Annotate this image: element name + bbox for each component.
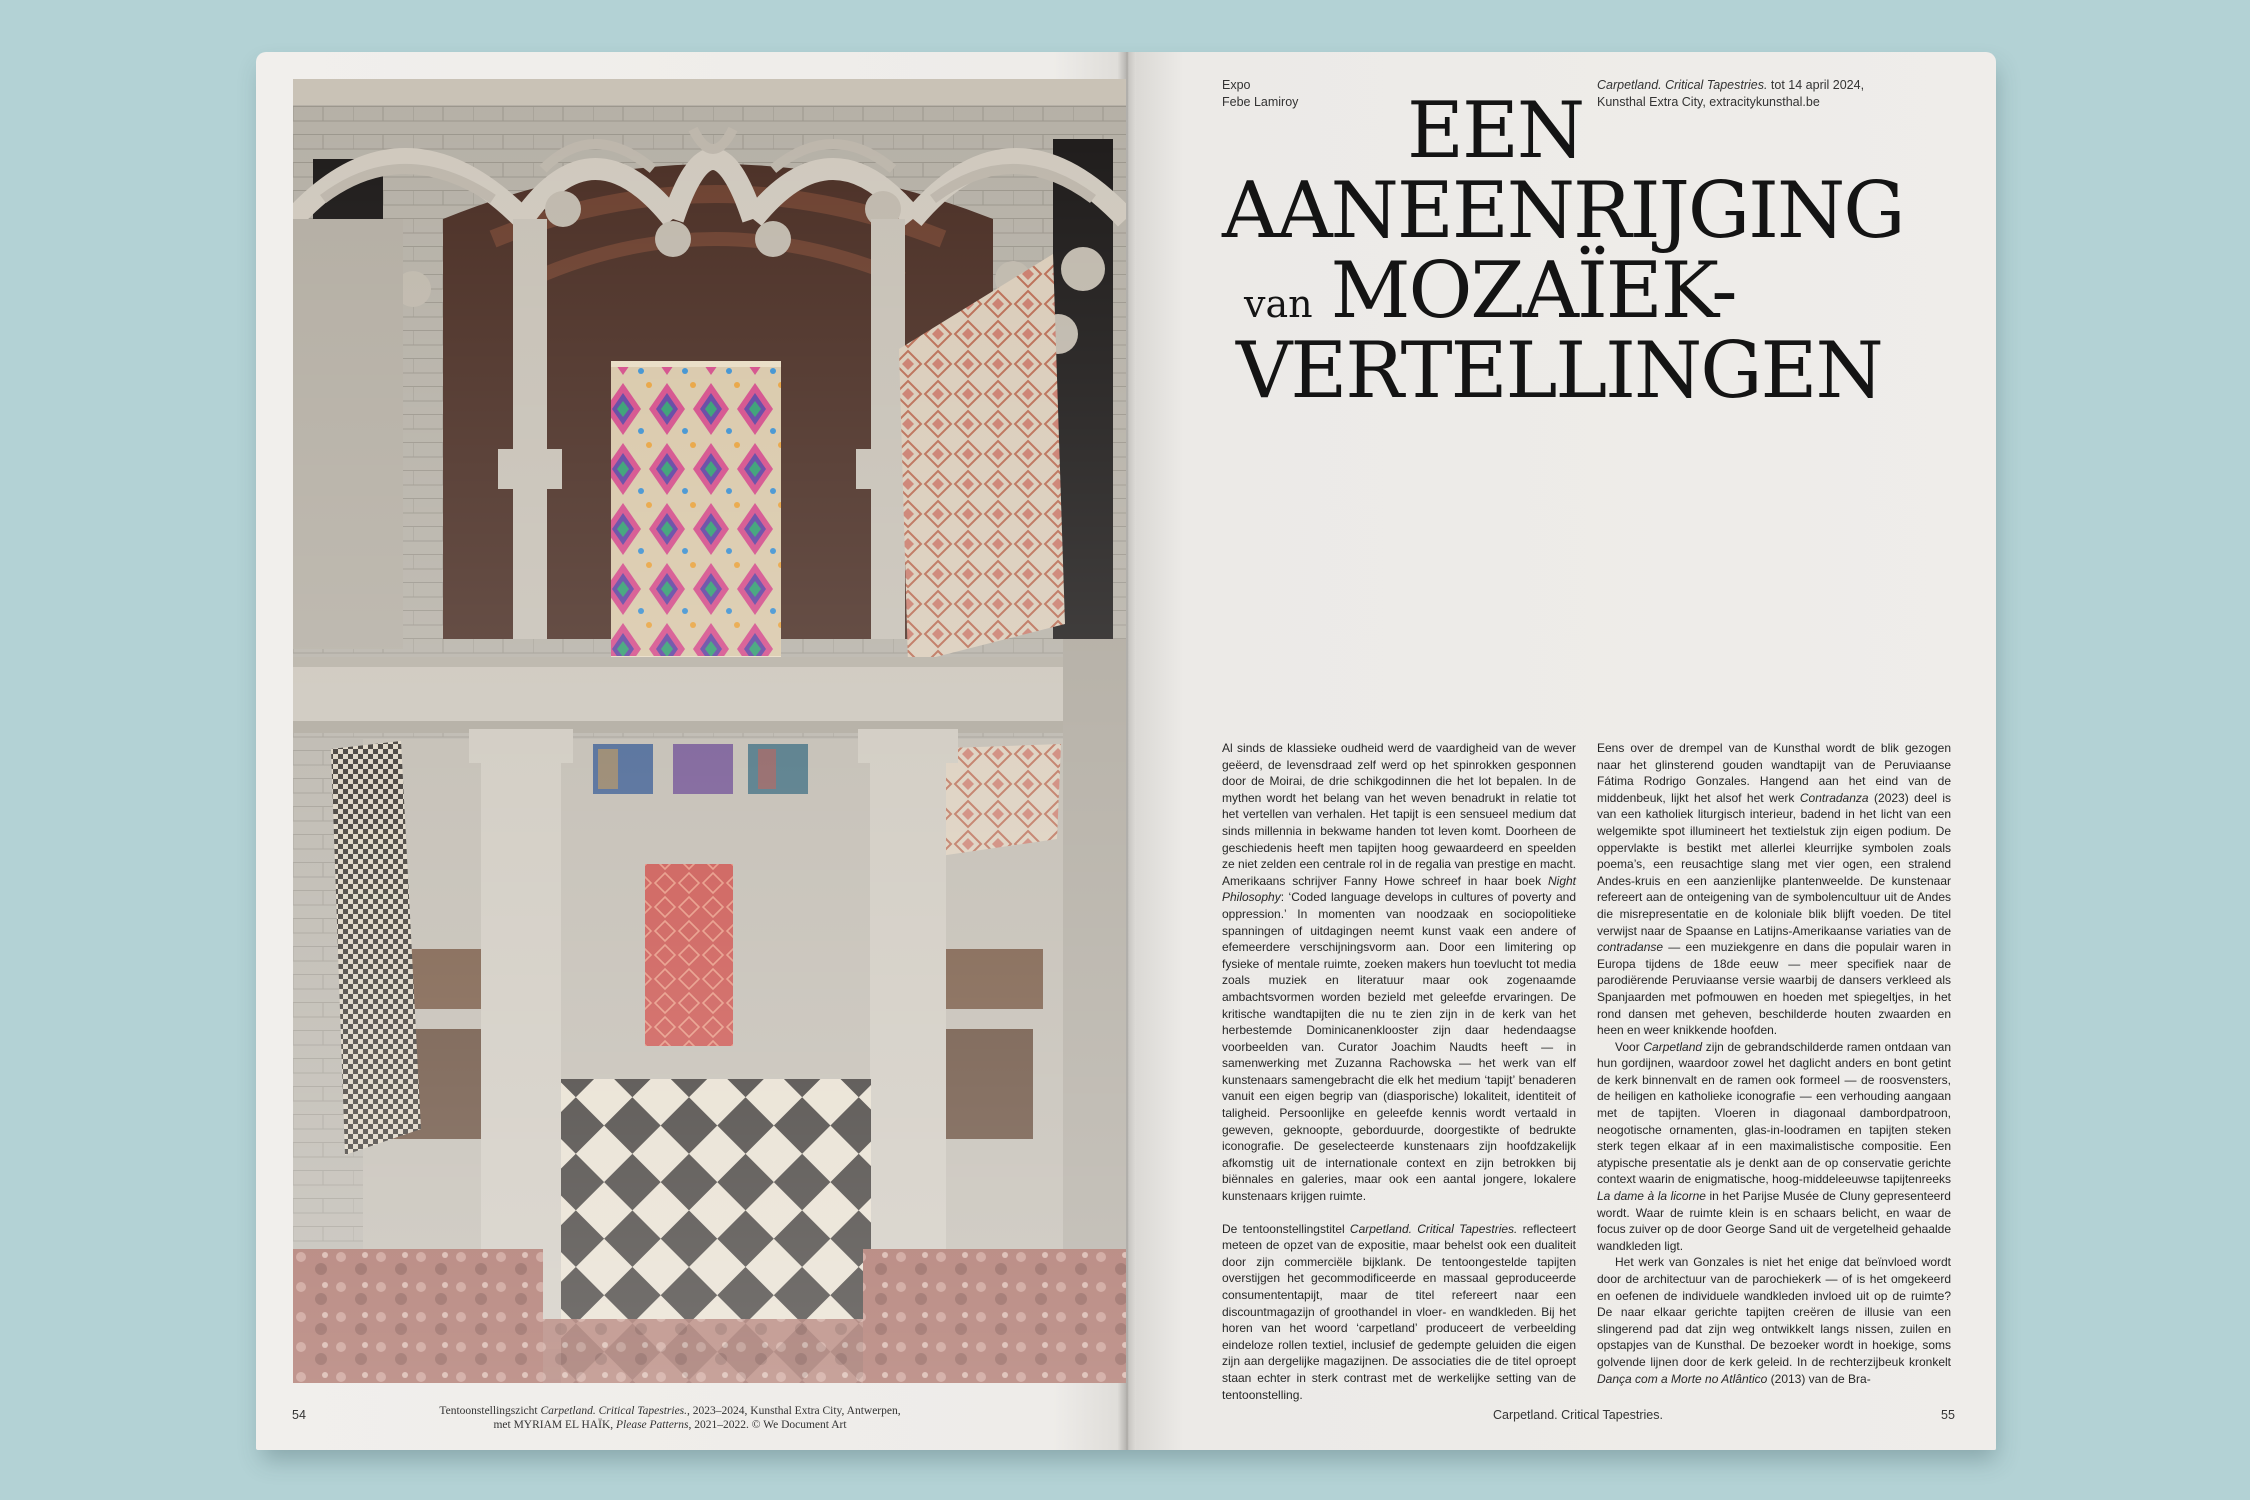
exhibition-info-title: Carpetland. Critical Tapestries. [1597,78,1768,92]
title-line-2: AANEENRIJGING [1222,166,1904,257]
paragraph: Eens over de drempel van de Kunsthal wordt de blik gezogen naar het glinsterend gouden wandtapijt van de Peruviaanse Fátima Rodrigo Gonzales. Hangend aan het eind van de middenbeuk, lijkt het alsof het werk Contradanza (2023) deel is van een katholiek liturgisch interieur, badend in het licht van een welgemikte spot illumineert het textielstuk zijn eigen podium. De oppervlakte is bestikt met allerlei kleurrijke symbolen zoals poema’s, een reusachtige slang met vier ogen, een stralend Andes-kruis en een aanzienlijke plantenweelde. De kunstenaar refereert aan de onteigening van de symbolencultuur uit de Andes die misrepresentatie en de koloniale blik blijft voeden. De titel verwijst naar de Spaanse en Latijns-Amerikaanse variaties van de contradanse — een muziekgenre en dans die populair waren in Europa tijdens de 18de eeuw — meer specifiek naar de parodiërende Peruviaanse versie waarbij de dansers verkleed als Spanjaarden met pofmouwen en hoeden met spiegeltjes, in het rond dansen met geheven, beschilderde houten zwaarden en heen en weer knikkende hoofden. [1597,741,1951,1038]
caption-italic-work: Please Patterns [616,1419,689,1431]
exhibition-info [1597,77,1887,111]
caption-text-4: , 2021–2022. © We Document Art [688,1419,847,1431]
author-name: Febe Lamiroy [1222,95,1299,109]
paragraph: Voor Carpetland zijn de gebrandschilderde ramen ontdaan van hun gordijnen, waardoor zowel het daglicht anders en bont getint de kerk binnenvalt en de ramen ook formeel — de roosvensters, de heiligen en katholieke iconografie — een verhouding aangaan met de tapijten. Vloeren in diagonaal dambordpatroon, neogotische ornamenten, glas-in-loodramen en tapijten steken sterk tegen elkaar af in een maximalistische compositie. Een atypische presentatie als je denkt aan de op conservatie gerichte context waarin de enigmatische, hoog-middeleeuwse tapijtenreeks La dame à la licorne in het Parijse Musée de Cluny gepresenteerd wordt. Waar de ruimte klein is en schaars belicht, en waar de focus zuiver op de door George Sand uit de vergetelheid gehaalde wandkleden ligt. [1597,1039,1951,1253]
caption-text-1: Tentoonstellingszicht [439,1405,541,1417]
title-line-3-text: MOZAÏEK- [1330,246,1736,337]
body-column-2 [1597,740,1951,1387]
caption-text-2: , 2023–2024, Kunsthal Extra City, Antwerpen, [687,1405,901,1417]
caption-italic-title: Carpetland. Critical Tapestries. [540,1405,688,1417]
article-meta [1222,77,1298,111]
paragraph: Het werk van Gonzales is niet het enige dat beïnvloed wordt door de architectuur van de parochiekerk — of is het omgekeerd en oefenen de individuele wandkleden invloed uit op de ruimte? De naar elkaar gerichte tapijten creëren de illusie van een slingerend pad dat zijn weg ontwikkelt langs nissen, zuilen en opstapjes van de Kunsthal. De bezoeker wordt in hoekige, soms golvende lijnen door de kerk geleid. In de rechterzijbeuk kronkelt Dança com a Morte no Atlântico (2013) van de Bra- [1597,1255,1951,1386]
exhibition-info-details: tot 14 april 2024, Kunsthal Extra City, extracitykunsthal.be [1597,78,1865,109]
page-number-left: 54 [292,1408,306,1422]
photo-caption [420,1404,920,1432]
paragraph: Al sinds de klassieke oudheid werd de vaardigheid van de wever geëerd, de levensdraad zelf werd op het spinrokken gesponnen door de Moirai, de drie schikgodinnen die het lot bepalen. In de mythen wordt het belang van het weven benadrukt in relatie tot het vertellen van verhalen. Het tapijt is een sensueel medium dat sinds millennia in bekwame handen tot leven komt. Doorheen de geschiedenis heeft men tapijten hoog gewaardeerd en speelden ze niet zelden een centrale rol in de regalia van prestige en macht. Amerikaans schrijver Fanny Howe schreef in haar boek Night Philosophy: ‘Coded language develops in cultures of poverty and oppression.’ In momenten van noodzaak en sociopolitieke spanningen of uitdagingen neemt kunst vaak een andere of efemeerdere verschijningsvorm aan. Door een limitering op fysieke of mentale ruimte, zoeken makers hun toevlucht tot media zoals muziek en literatuur maar ook zogenaamde ambachtsvormen worden bezield met geleefde ervaringen. De kritische wandtapijten die nu te zien zijn in de kerk van het herbestemde Dominicanenklooster zijn daar hedendaagse voorbeelden van. Curator Joachim Naudts heeft — in samenwerking met Zuzanna Rachowska — het werk van elf kunstenaars samengebracht die elk het medium ‘tapijt’ benaderen vanuit een eigen begrip van (diasporische) lokaliteit, identiteit of taligheid. Persoonlijke en geleefde kennis wordt vertaald in geweven, geknoopte, geborduurde, doorgestikte of bedrukte iconografie. De geselecteerde kunstenaars zijn hoofdzakelijk afkomstig uit de internationale context en zijn betrokken bij biënnales en galeries, maar ook een aantal jongere, lokalere kunstenaars krijgen ruimte. [1222,741,1576,1204]
title-small-word: van [1244,282,1313,327]
section-label: Expo [1222,78,1251,92]
body-column-1 [1222,740,1576,1403]
title-line-4: VERTELLINGEN [1236,326,1882,417]
caption-text-3: met MYRIAM EL HAÏK, [493,1419,616,1431]
title-line-1: EEN [1407,86,1584,177]
exhibition-photo [293,79,1126,1383]
running-footer: Carpetland. Critical Tapestries. [1493,1408,1663,1422]
page-number-right: 55 [1941,1408,1955,1422]
paragraph: De tentoonstellingstitel Carpetland. Critical Tapestries. reflecteert meteen de opzet van de expositie, maar behelst ook een dualiteit door zijn commerciële bijklank. De tentoongestelde tapijten overstijgen het gecommodificeerde en massaal geproduceerde consumententapijt, maar de titel refereert naar een discountmagazijn of groothandel in vloer- en wandkleden. Bij het horen van het woord ‘carpetland’ produceert de verbeelding eindeloze rollen textiel, inclusief de gedempte geluiden die eigen zijn aan dergelijke magazijnen. De associaties die de titel oproept staan echter in sterk contrast met de werkelijke setting van de tentoonstelling. [1222,1221,1576,1402]
